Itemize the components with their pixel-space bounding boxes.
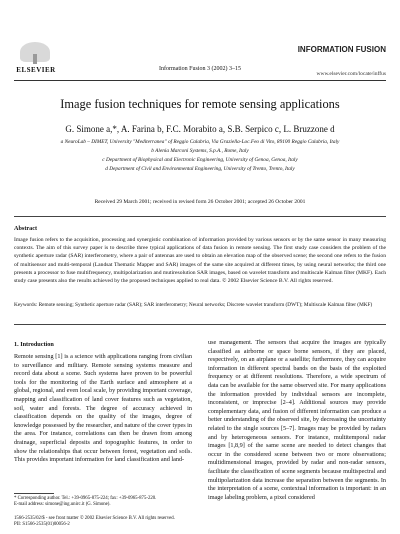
author-list: G. Simone a,*, A. Farina b, F.C. Morabito a, S.B. Serpico c, L. Bruzzone d	[65, 124, 335, 134]
journal-reference: Information Fusion 3 (2002) 3–15	[159, 66, 241, 72]
footnote-rule	[14, 493, 54, 494]
footnote	[14, 496, 194, 509]
article-title: Image fusion techniques for remote sensing applications	[60, 97, 340, 111]
abstract-divider-bottom	[14, 324, 386, 325]
section-heading: 1. Introduction	[14, 341, 54, 348]
elsevier-wordmark: ELSEVIER	[16, 66, 56, 74]
elsevier-tree-icon	[20, 42, 50, 62]
affiliation-d: d Department of Civil and Environmental Engineering, University of Trento, Trento, Italy	[105, 166, 295, 172]
abstract-text: Image fusion refers to the acquisition, processing and synergistic combination of information provided by various sensors or by the same sensor in many measuring contexts. The aim of this survey paper is to describe three typical applications of data fusion in remote sensing. The first study case considers the problem of the synthetic aperture radar (SAR) interferometry, where a pair of antennas are used to obtain an elevation map of the observed scene; the second one refers to the fusion of multisensor and multi-temporal (Landsat Thematic Mapper and SAR) images of the same site acquired at different times, by using neural networks; the third one presents a processor to fuse multifrequency, multipolarization and mutiresolution SAR images, based on wavelet transform and multiscale Kalman filter (MKF). Each study case presents also the results achieved by the proposed techniques applied to real data. © 2002 Elsevier Science B.V. All rights reserved.	[14, 237, 386, 285]
journal-url[interactable]: www.elsevier.com/locate/inffus	[316, 71, 386, 77]
corresponding-author: * Corresponding author. Tel.: +39-0965-875-224; fax: +39-0965-875-220.	[14, 496, 157, 501]
received-dates: Received 29 March 2001; received in revised form 26 October 2001; accepted 26 October 2001	[94, 199, 306, 205]
keywords: Keywords: Remote sensing; Synthetic aperture radar (SAR); SAR interferometry; Neural networks; Discrete wavelet transform (DWT); Multiscale Kalman filter (MKF)	[14, 302, 373, 308]
abstract-heading: Abstract	[14, 225, 38, 232]
pii-line: PII: S1566-2535(01)00056-2	[14, 522, 70, 528]
body-right-column: use management. The sensors that acquire the images are typically classified as airborne or space borne sensors, if they are placed, respectively, on an airplane or a satellite; furthermore, they can acquire information in different spectral bands on the basis of the exploited frequency or at different resolutions. Therefore, a wide spectrum of data can be available for the same observed site. For many applications the information provided by individual sensors are incomplete, inconsistent, or imprecise [2–4]. Additional sources may provide complementary data, and fusion of different information can produce a better understanding of the observed site, by decreasing the uncertainty related to the single sources [5–7]. Images may be provided by radars and by heterogeneous sensors. For instance, multitemporal radar images [1,8,9] of the same scene are needed to detect changes that occur in the considered scene between two or more observations; multidimensional images, provided by radar and non-radar sensors, facilitate the classification of scene segments because multispectral and multipolarization data increase the separation between the segments. In the interpretation of a scene, contextual information is important: in an image labeling problem, a pixel considered	[208, 339, 386, 501]
affiliation-c: c Department of Biophysical and Electronic Engineering, University of Genoa, Genoa, Italy	[102, 157, 298, 163]
issn-line: 1566-2535/02/$ - see front matter © 2002 Elsevier Science B.V. All rights reserved.	[14, 516, 175, 521]
body-left-column: Remote sensing [1] is a science with applications ranging from civilian to surveillance and military. Remote sensing systems measure and record data about a scene. Such systems have proven to be powerful tools for the monitoring of the Earth surface and atmosphere at a global, regional, and even local scale, by providing important coverage, mapping and classification of land cover features such as vegetation, soil, water and forests. The degree of accuracy achieved in classification depends on the quality of the images, degree of knowledge possessed by the researcher, and nature of the cover types in the area. For instance, correlations can then be drawn from among drainage, superficial deposits and topographic features, in order to show the relationships that occur between forest, vegetation and soils. This provides important information for land classification and land-	[14, 353, 192, 464]
page-footer	[14, 516, 314, 528]
header-divider	[14, 80, 386, 81]
journal-title: INFORMATION FUSION	[297, 45, 386, 54]
abstract-divider-top	[14, 216, 386, 217]
affiliation-b: b Alenia Marconi Systems, S.p.A., Rome, Italy	[151, 148, 249, 154]
affiliation-a: a NeuroLab – DIMET, University "Mediterranea" of Reggio Calabria, Via Graziella-Loc.Feo di Vito, 89100 Reggio Calabria, Italy	[60, 139, 340, 145]
author-email[interactable]: E-mail address: simone@ing.unirc.it (G. Simone).	[14, 502, 111, 508]
